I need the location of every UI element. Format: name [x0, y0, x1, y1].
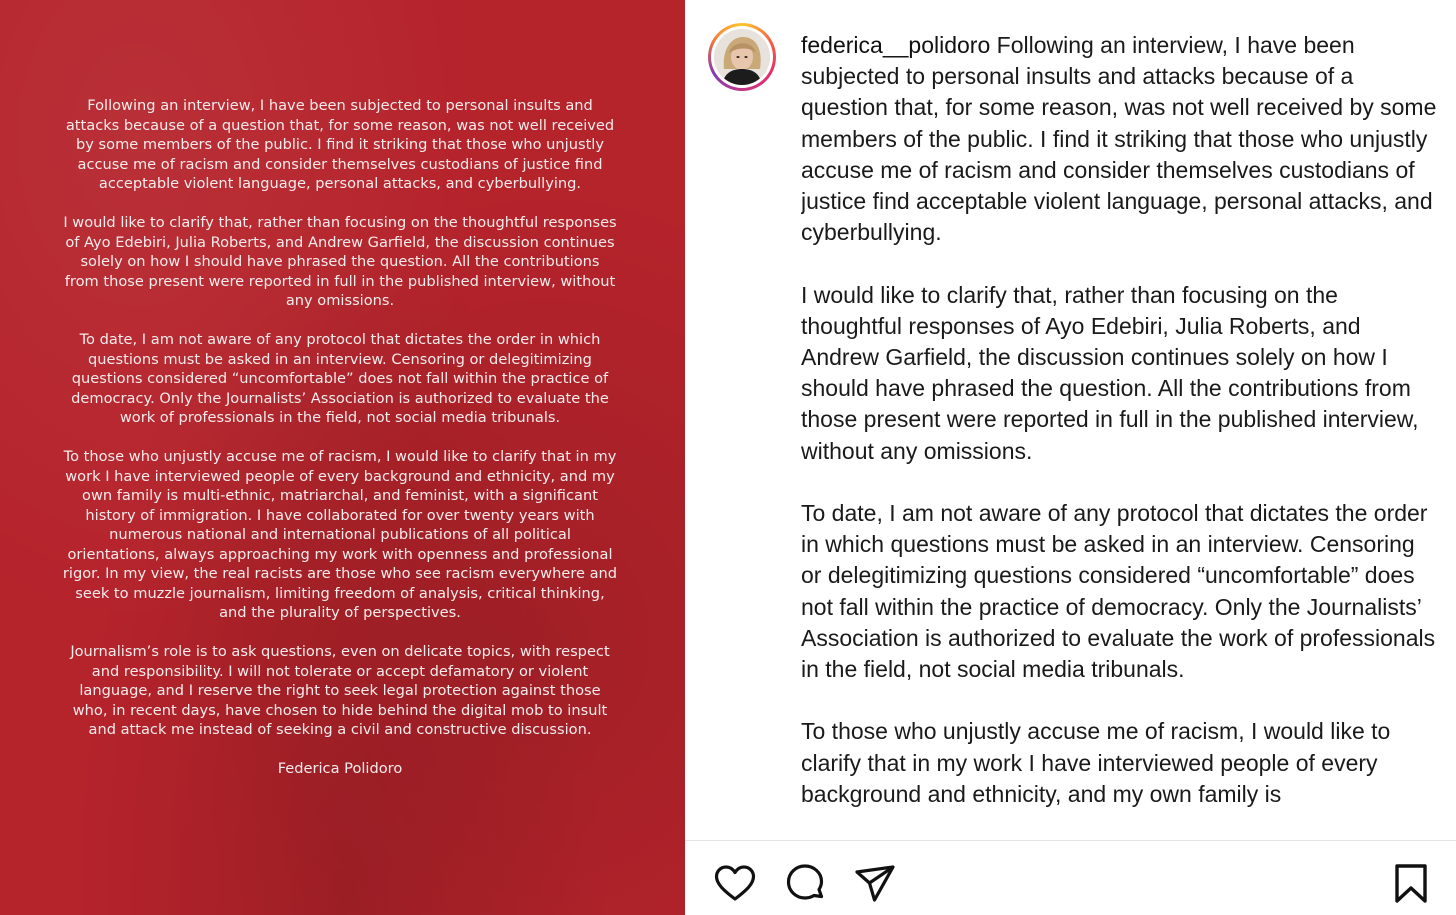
- statement-paragraph: To date, I am not aware of any protocol that dictates the order in which questions must be asked in an interview. Censoring or delegitimizing questions considered “uncomfortable” does not fall within the practice of democracy. Only the Journalists’ Association is authorized to evaluate the work of professionals in the field, not social media tribunals.: [71, 331, 609, 426]
- statement-paragraph: Following an interview, I have been subjected to personal insults and attacks because of a question that, for some reason, was not well received by some members of the public. I find it striking that those who unjustly accuse me of racism and consider themselves custodians of justice find acceptable violent language, personal attacks, and cyberbullying.: [65, 97, 615, 192]
- caption-paragraph: To date, I am not aware of any protocol that dictates the order in which questions must be asked in an interview. Censoring or delegitimizing questions considered “uncomfortable” does not fall within the practice of democracy. Only the Journalists’ Association is authorized to evaluate the work of professionals in the field, not social media tribunals.: [801, 500, 1436, 683]
- statement-text: [62, 96, 618, 798]
- statement-signature: Federica Polidoro: [277, 760, 403, 777]
- bookmark-icon: [1389, 862, 1433, 906]
- divider: [685, 840, 1456, 841]
- caption-paragraph: I would like to clarify that, rather than focusing on the thoughtful responses of Ayo Edebiri, Julia Roberts, and Andrew Garfield, the discussion continues solely on how I should have phrased the question. All the contributions from those present were reported in full in the published interview, without any omissions.: [801, 281, 1419, 464]
- statement-paragraph: Journalism’s role is to ask questions, even on delicate topics, with respect and responsibility. I will not tolerate or accept defamatory or violent language, and I reserve the right to seek legal protection against those who, in recent days, have chosen to hide behind the digital mob to insult and attack me instead of seeking a civil and constructive discussion.: [70, 643, 610, 738]
- like-button[interactable]: [713, 862, 757, 906]
- post-image: [0, 0, 685, 915]
- save-button[interactable]: [1389, 862, 1433, 906]
- statement-paragraph: To those who unjustly accuse me of racism, I would like to clarify that in my work I have interviewed people of every background and ethnicity, and my own family is multi-ethnic, matriarchal, and feminist, with a significant history of immigration. I have collaborated for over twenty years with numerous national and international publications of all political orientations, always approaching my work with openness and professional rigor. In my view, the real racists are those who see racism everywhere and seek to muzzle journalism, limiting freedom of analysis, critical thinking, and the plurality of perspectives.: [62, 448, 618, 621]
- caption-text: Following an interview, I have been subjected to personal insults and attacks because of a question that, for some reason, was not well received by some members of the public. I find it striking that those who unjustly accuse me of racism and consider themselves custodians of justice find acceptable violent language, personal attacks, and cyberbullying.: [801, 32, 1437, 246]
- avatar[interactable]: [708, 23, 776, 91]
- post-sidebar: [685, 0, 1456, 915]
- comment-icon: [783, 862, 827, 906]
- share-button[interactable]: [853, 862, 897, 906]
- comment-button[interactable]: [783, 862, 827, 906]
- username-link[interactable]: federica__polidoro: [801, 32, 991, 58]
- caption-paragraph: [801, 30, 1441, 248]
- statement-paragraph: I would like to clarify that, rather than focusing on the thoughtful responses of Ayo Edebiri, Julia Roberts, and Andrew Garfield, the discussion continues solely on how I should have phrased the question. All the contributions from those present were reported in full in the published interview, without any omissions.: [63, 214, 617, 309]
- share-icon: [853, 862, 897, 906]
- profile-photo: [714, 29, 770, 85]
- post-caption: [801, 30, 1441, 840]
- action-bar: [685, 862, 1456, 910]
- heart-icon: [713, 862, 757, 906]
- caption-paragraph: To those who unjustly accuse me of racism, I would like to clarify that in my work I have interviewed people of every background and ethnicity, and my own family is: [801, 718, 1391, 807]
